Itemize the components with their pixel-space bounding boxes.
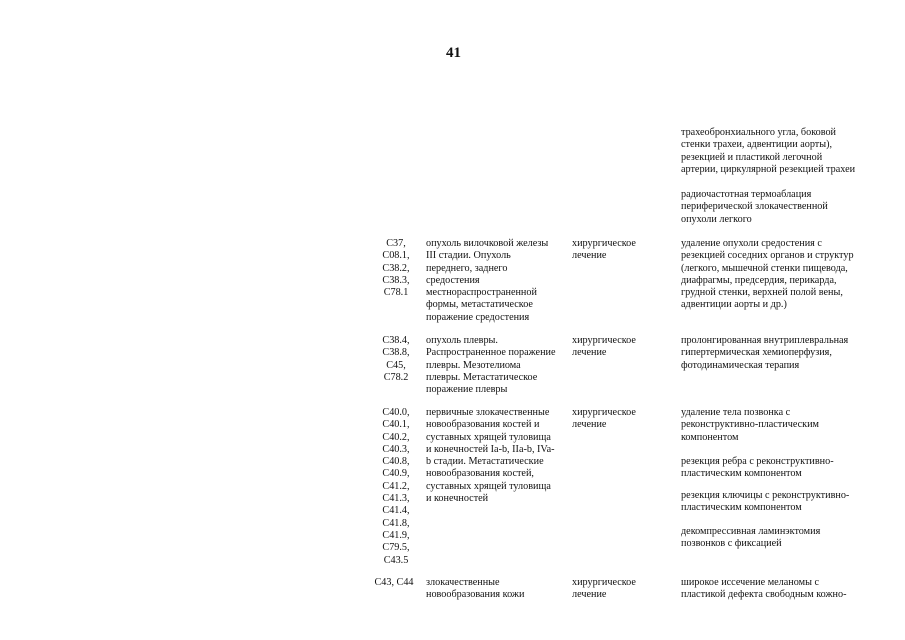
icd-code: C41.2, <box>382 480 410 492</box>
icd-code: C41.9, <box>382 529 410 541</box>
row-3-method-4 <box>681 526 820 551</box>
icd-code: C38.2, <box>382 262 410 274</box>
text-line: формы, метастатическое <box>426 299 533 311</box>
row-4-method-1 <box>681 577 846 602</box>
row-3-treatment <box>572 407 636 432</box>
text-line: пластическим компонентом <box>681 502 802 514</box>
text-line: местнораспространенной <box>426 287 537 299</box>
text-line: плевры. Метастатическое <box>426 371 538 383</box>
icd-code: C78.2 <box>383 371 409 383</box>
text-line: пластическим компонентом <box>681 468 802 480</box>
text-line: удаление тела позвонка с <box>681 407 791 418</box>
text-line: поражение плевры <box>426 384 508 396</box>
row-4-description <box>426 577 524 602</box>
text-line: резекцией соседних органов и структур <box>681 250 854 262</box>
icd-code: C41.8, <box>382 517 410 529</box>
text-line: грудной стенки, верхней полой вены, <box>681 287 843 299</box>
row-2-description <box>426 335 556 396</box>
text-line: диафрагмы, предсердия, перикарда, <box>681 274 837 286</box>
row-1-codes <box>372 238 420 299</box>
icd-code: C41.4, <box>382 505 410 517</box>
text-line: артерии, циркулярной резекцией трахеи <box>681 163 856 175</box>
row-2-codes <box>372 335 420 384</box>
text-line: лечение <box>572 347 607 359</box>
text-line: средостения <box>426 274 480 286</box>
icd-code: C40.9, <box>382 468 410 480</box>
text-line: пролонгированная внутриплевральная <box>681 335 849 346</box>
text-line: периферической злокачественной <box>681 201 828 213</box>
icd-code: C45, <box>386 359 406 371</box>
text-line: адвентиции аорты и др.) <box>681 299 787 311</box>
text-line: лечение <box>572 419 607 431</box>
row-2-method-1 <box>681 335 848 372</box>
page-number: 41 <box>446 45 461 61</box>
icd-code: C41.3, <box>382 493 410 505</box>
icd-code: C08.1, <box>382 250 410 262</box>
text-line: первичные злокачественные <box>426 407 550 418</box>
text-line: b стадии. Метастатические <box>426 456 544 468</box>
icd-code: C38.3, <box>382 274 410 286</box>
icd-code: C40.1, <box>382 419 410 431</box>
text-line: гипертермическая хемиоперфузия, <box>681 347 832 359</box>
icd-code: C38.4, <box>382 335 410 346</box>
text-line: опухоль плевры. <box>426 335 498 346</box>
icd-code: C43.5 <box>383 554 409 566</box>
icd-code: C43, C44 <box>374 577 414 588</box>
text-line: суставных хрящей туловища <box>426 431 551 443</box>
icd-code: C38.8, <box>382 347 410 359</box>
text-line: новообразования костей и <box>426 419 540 431</box>
text-line: декомпрессивная ламинэктомия <box>681 526 821 537</box>
text-line: стенки трахеи, адвентиции аорты), <box>681 139 833 151</box>
row-1-description <box>426 238 548 324</box>
continuation-block-2 <box>681 189 828 226</box>
text-line: плевры. Мезотелиома <box>426 359 521 371</box>
text-line: поражение средостения <box>426 311 530 323</box>
icd-code: C37, <box>386 238 406 249</box>
text-line: новообразования костей, <box>426 468 534 480</box>
text-line: лечение <box>572 250 607 262</box>
text-line: резекция ребра с реконструктивно- <box>681 456 834 467</box>
row-4-codes <box>366 577 422 589</box>
text-line: опухоли легкого <box>681 213 752 225</box>
text-line: хирургическое <box>572 577 636 588</box>
row-4-treatment <box>572 577 636 602</box>
icd-code: C40.0, <box>382 407 410 418</box>
row-3-method-3 <box>681 490 849 515</box>
text-line: опухоль вилочковой железы <box>426 238 549 249</box>
text-line: суставных хрящей туловища <box>426 480 551 492</box>
text-line: позвонков с фиксацией <box>681 538 782 550</box>
row-3-description <box>426 407 555 505</box>
text-line: новообразования кожи <box>426 589 525 601</box>
icd-code: C40.8, <box>382 456 410 468</box>
text-line: фотодинамическая терапия <box>681 359 800 371</box>
text-line: реконструктивно-пластическим <box>681 419 819 431</box>
text-line: хирургическое <box>572 407 636 418</box>
text-line: и конечностей Ia-b, IIa-b, IVa- <box>426 443 555 455</box>
text-line: и конечностей <box>426 493 489 505</box>
icd-code: C40.2, <box>382 431 410 443</box>
text-line: хирургическое <box>572 335 636 346</box>
icd-code: C79.5, <box>382 542 410 554</box>
text-line: удаление опухоли средостения с <box>681 238 822 249</box>
text-line: III стадии. Опухоль <box>426 250 511 262</box>
text-line: злокачественные <box>426 577 500 588</box>
row-3-codes <box>372 407 420 567</box>
text-line: резекция ключицы с реконструктивно- <box>681 490 850 501</box>
text-line: широкое иссечение меланомы с <box>681 577 819 588</box>
text-line: резекцией и пластикой легочной <box>681 151 823 163</box>
text-line: переднего, заднего <box>426 262 508 274</box>
text-line: Распространенное поражение <box>426 347 556 359</box>
text-line: радиочастотная термоаблация <box>681 189 812 200</box>
row-3-method-1 <box>681 407 819 444</box>
text-line: компонентом <box>681 431 739 443</box>
text-line: хирургическое <box>572 238 636 249</box>
icd-code: C40.3, <box>382 443 410 455</box>
row-1-treatment <box>572 238 636 263</box>
row-1-method-1 <box>681 238 854 312</box>
text-line: (легкого, мышечной стенки пищевода, <box>681 262 848 274</box>
text-line: трахеобронхиального угла, боковой <box>681 127 837 138</box>
continuation-block-1 <box>681 127 855 176</box>
row-2-treatment <box>572 335 636 360</box>
text-line: пластикой дефекта свободным кожно- <box>681 589 847 601</box>
icd-code: C78.1 <box>383 287 409 299</box>
row-3-method-2 <box>681 456 834 481</box>
text-line: лечение <box>572 589 607 601</box>
